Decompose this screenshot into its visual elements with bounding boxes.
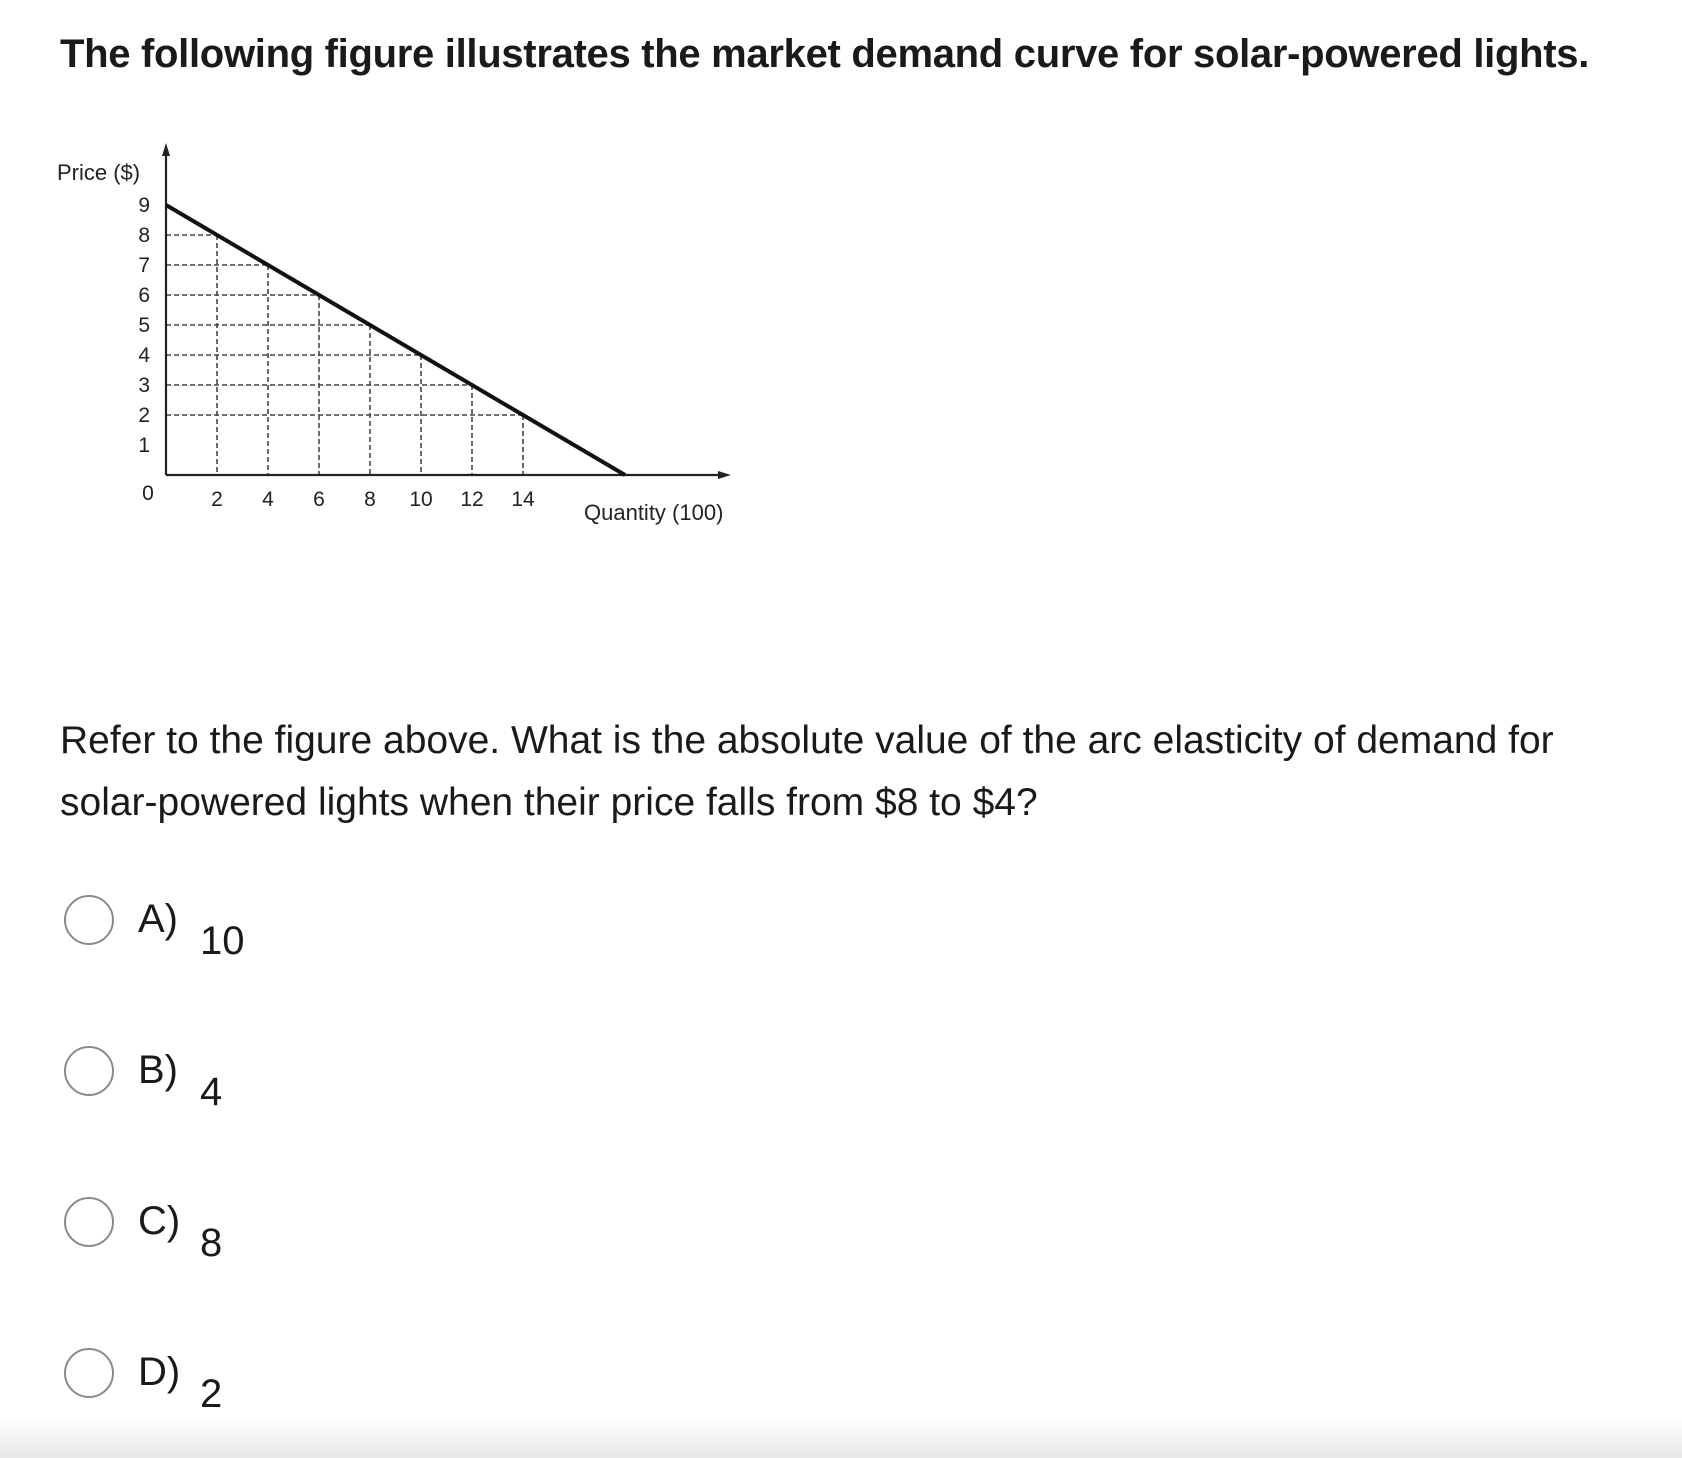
x-tick-label: 2 (211, 488, 223, 511)
y-tick-label: 3 (138, 374, 150, 397)
x-tick-label: 8 (364, 488, 376, 511)
y-tick-label: 9 (138, 194, 150, 217)
demand-curve-line (166, 205, 625, 475)
question-prompt: Refer to the figure above. What is the absolute value of the arc elasticity of demand for solar-powered lights when their price falls from $8 to $4? (60, 719, 1554, 824)
y-tick-label: 7 (138, 254, 150, 277)
option-a-letter: A) (138, 897, 178, 941)
x-tick-label: 6 (313, 488, 325, 511)
demand-curve-figure (50, 140, 810, 580)
option-c-letter: C) (138, 1199, 181, 1243)
y-tick-label: 1 (138, 434, 150, 457)
option-a-value: 10 (200, 919, 245, 963)
y-tick-label: 8 (138, 224, 150, 247)
option-b-value: 4 (200, 1070, 223, 1114)
x-axis-arrow (718, 471, 731, 479)
x-axis-label: Quantity (100) (584, 500, 724, 525)
radio-button-a[interactable] (64, 895, 114, 945)
x-tick-labels (211, 488, 535, 511)
radio-button-c[interactable] (64, 1197, 114, 1247)
bottom-scroll-shadow (0, 1418, 1682, 1458)
x-tick-label: 10 (409, 488, 433, 511)
option-d-letter: D) (138, 1350, 181, 1394)
y-tick-labels (138, 194, 150, 457)
option-d-value: 2 (200, 1372, 223, 1416)
origin-label: 0 (142, 482, 154, 505)
y-tick-label: 5 (138, 314, 150, 337)
x-tick-label: 12 (460, 488, 484, 511)
x-tick-label: 14 (511, 488, 535, 511)
demand-curve-group (166, 205, 625, 475)
radio-button-b[interactable] (64, 1046, 114, 1096)
x-tick-label: 4 (262, 488, 274, 511)
axes (162, 143, 731, 479)
demand-chart (50, 140, 810, 580)
question-title: The following figure illustrates the market demand curve for solar-powered lights. (60, 32, 1590, 76)
radio-button-d[interactable] (64, 1348, 114, 1398)
y-axis-arrow (162, 143, 170, 156)
option-b-letter: B) (138, 1048, 178, 1092)
y-axis-label: Price ($) (57, 160, 141, 185)
y-tick-label: 2 (138, 404, 150, 427)
y-tick-label: 4 (138, 344, 150, 367)
option-c-value: 8 (200, 1221, 223, 1265)
guide-lines (166, 235, 523, 475)
y-tick-label: 6 (138, 284, 150, 307)
